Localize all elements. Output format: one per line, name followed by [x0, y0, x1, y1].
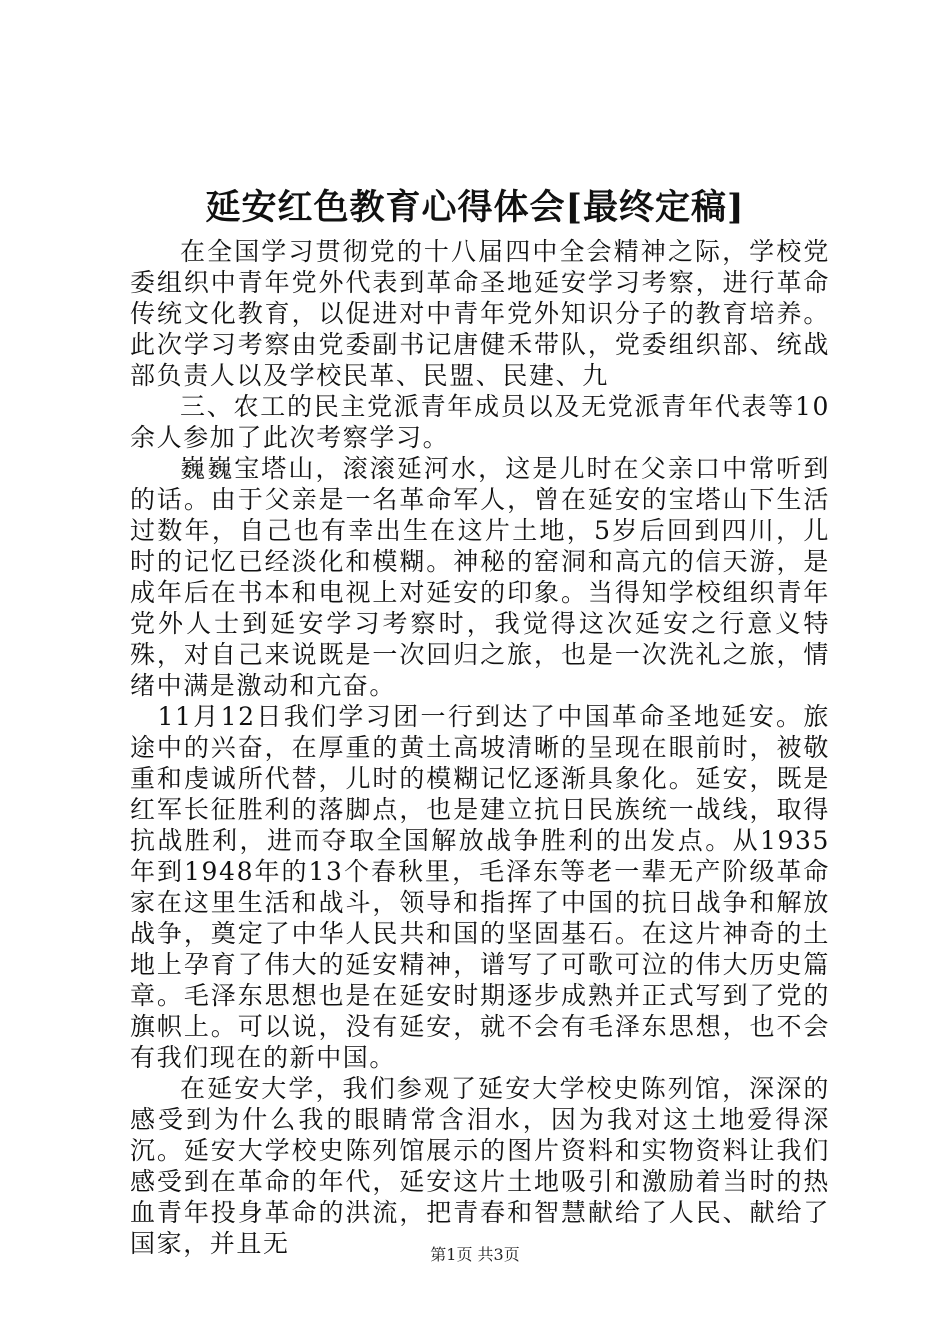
paragraph: 在延安大学，我们参观了延安大学校史陈列馆，深深的感受到为什么我的眼睛常含泪水，因为我对这土地爱得深沉。延安大学校史陈列馆展示的图片资料和实物资料让我们感受到在革命的年代，延安这片土地吸引和激励着当时的热血青年投身革命的洪流，把青春和智慧献给了人民、献给了国家，并且无 — [130, 1074, 830, 1258]
paragraph: 巍巍宝塔山，滚滚延河水，这是儿时在父亲口中常听到的话。由于父亲是一名革命军人，曾在延安的宝塔山下生活过数年，自己也有幸出生在这片土地，5岁后回到四川，儿时的记忆已经淡化和模糊。神秘的窑洞和高亢的信天游，是成年后在书本和电视上对延安的印象。当得知学校组织青年党外人士到延安学习考察时，我觉得这次延安之行意义特殊，对自己来说既是一次回归之旅，也是一次洗礼之旅，情绪中满是激动和亢奋。 — [130, 454, 830, 700]
paragraph: 在全国学习贯彻党的十八届四中全会精神之际，学校党委组织中青年党外代表到革命圣地延安学习考察，进行革命传统文化教育，以促进对中青年党外知识分子的教育培养。此次学习考察由党委副书记唐健禾带队，党委组织部、统战部负责人以及学校民革、民盟、民建、九 — [130, 237, 830, 390]
page-footer: 第1页 共3页 — [430, 1245, 520, 1264]
paragraph: 三、农工的民主党派青年成员以及无党派青年代表等10余人参加了此次考察学习。 — [130, 392, 830, 452]
document-title: 延安红色教育心得体会[最终定稿] — [205, 187, 745, 228]
paragraph: 11月12日我们学习团一行到达了中国革命圣地延安。旅途中的兴奋，在厚重的黄土高坡清晰的呈现在眼前时，被敬重和虔诚所代替，儿时的模糊记忆逐渐具象化。延安，既是红军长征胜利的落脚点，也是建立抗日民族统一战线，取得抗战胜利，进而夺取全国解放战争胜利的出发点。从1935年到1948年的13个春秋里，毛泽东等老一辈无产阶级革命家在这里生活和战斗，领导和指挥了中国的抗日战争和解放战争，奠定了中华人民共和国的坚固基石。在这片神奇的土地上孕育了伟大的延安精神，谱写了可歌可泣的伟大历史篇章。毛泽东思想也是在延安时期逐步成熟并正式写到了党的旗帜上。可以说，没有延安，就不会有毛泽东思想，也不会有我们现在的新中国。 — [130, 702, 830, 1072]
document-body — [130, 236, 830, 1259]
